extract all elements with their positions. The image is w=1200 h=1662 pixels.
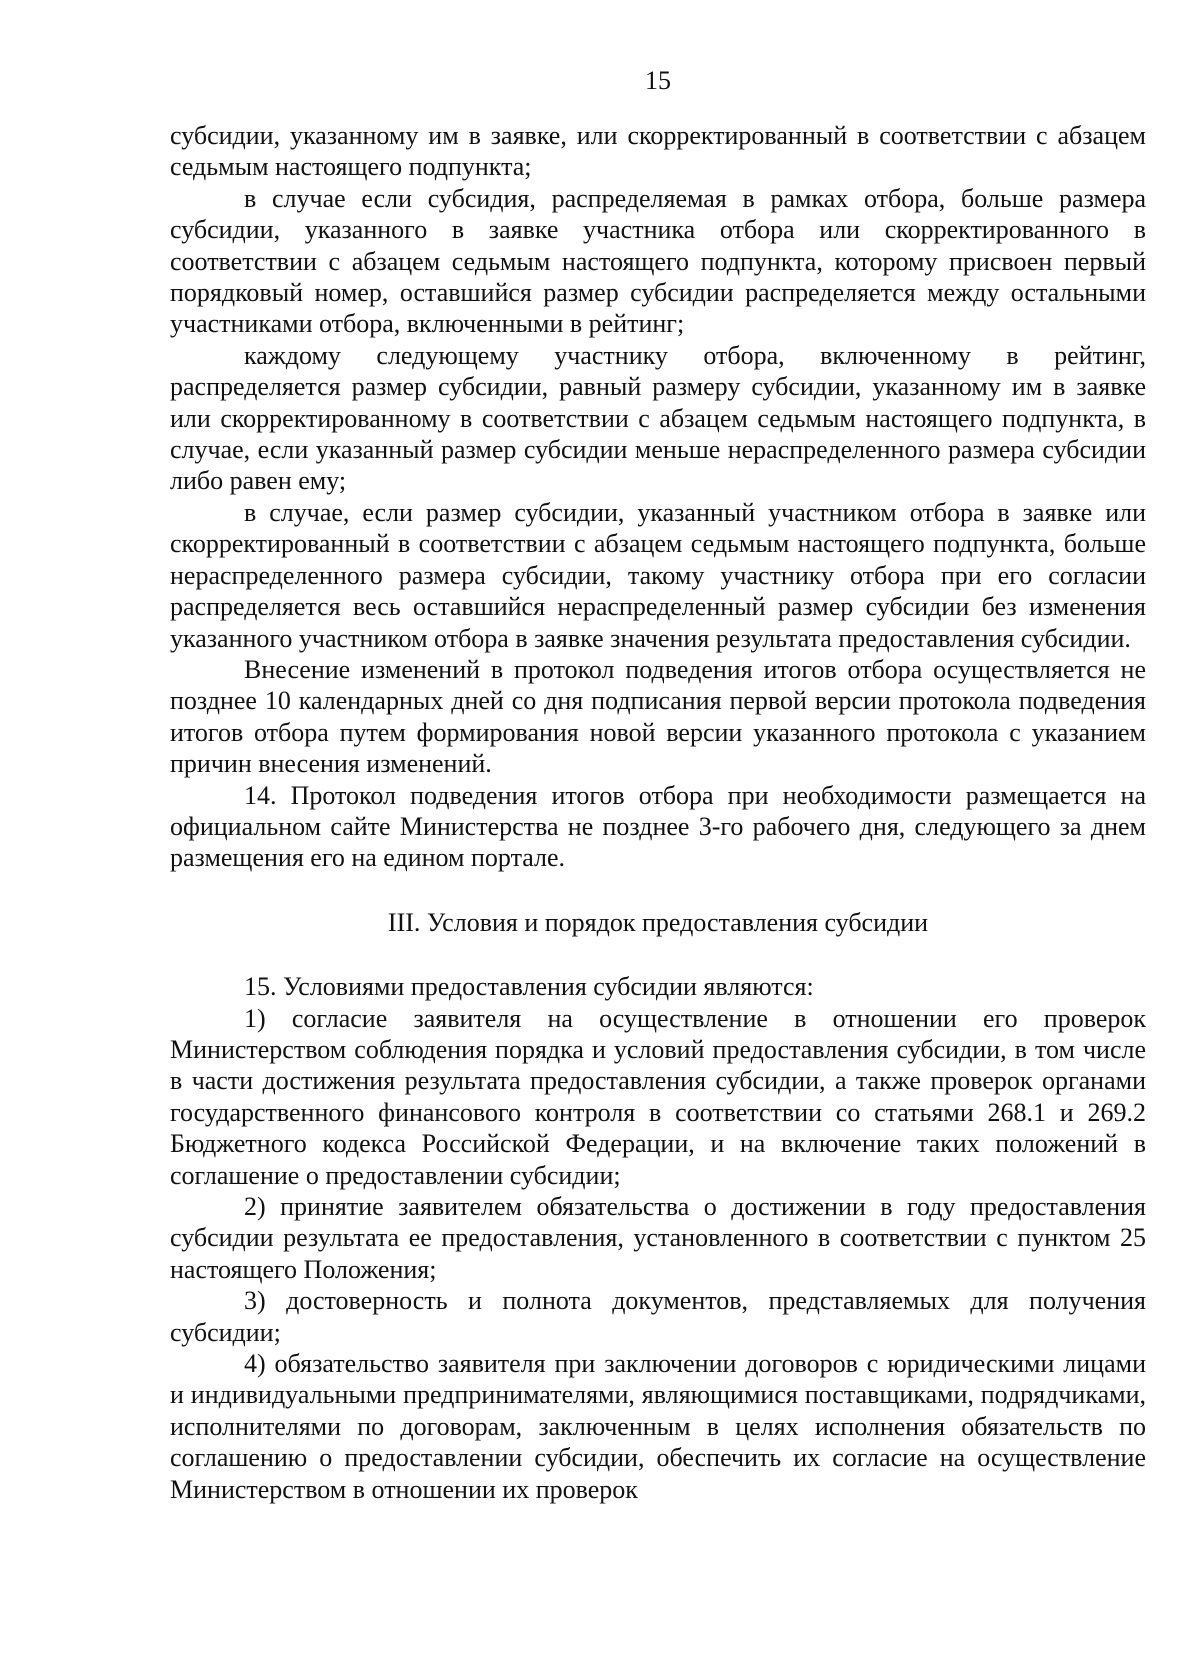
page-number: 15 — [645, 66, 671, 95]
paragraph: Внесение изменений в протокол подведения итогов отбора осуществляется не позднее 10 календарных дней со дня подписания первой версии протокола подведения итогов отбора путем формирования новой версии указанного протокола с указанием причин внесения изменений. — [170, 654, 1146, 779]
paragraph: в случае, если размер субсидии, указанный участником отбора в заявке или скорректированный в соответствии с абзацем седьмым настоящего подпункта, больше нераспределенного размера субсидии, такому участнику отбора при его согласии распределяется весь оставшийся нераспределенный размер субсидии без изменения указанного участником отбора в заявке значения результата предоставления субсидии. — [170, 497, 1146, 653]
paragraph-item-14: 14. Протокол подведения итогов отбора при необходимости размещается на официальном сайте Министерства не позднее 3-го рабочего дня, следующего за днем размещения его на едином портале. — [170, 780, 1146, 873]
document-body — [170, 120, 1146, 1505]
paragraph: каждому следующему участнику отбора, включенному в рейтинг, распределяется размер субсидии, равный размеру субсидии, указанному им в заявке или скорректированному в соответствии с абзацем седьмым настоящего подпункта, в случае, если указанный размер субсидии меньше нераспределенного размера субсидии либо равен ему; — [170, 340, 1146, 496]
paragraph-subitem-4: 4) обязательство заявителя при заключении договоров с юридическими лицами и индивидуальными предпринимателями, являющимися поставщиками, подрядчиками, исполнителями по договорам, заключенным в целях исполнения обязательств по соглашению о предоставлении субсидии, обеспечить их согласие на осуществление Министерством в отношении их проверок — [170, 1349, 1146, 1504]
section-heading: III. Условия и порядок предоставления субсидии — [387, 907, 929, 937]
paragraph-subitem-3: 3) достоверность и полнота документов, представляемых для получения субсидии; — [170, 1286, 1146, 1347]
paragraph-subitem-2: 2) принятие заявителем обязательства о достижении в году предоставления субсидии результата ее предоставления, установленного в соответствии с пунктом 25 настоящего Положения; — [170, 1192, 1146, 1284]
paragraph-subitem-1: 1) согласие заявителя на осуществление в отношении его проверок Министерством соблюдения порядка и условий предоставления субсидии, в том числе в части достижения результата предоставления субсидии, а также проверок органами государственного финансового контроля в соответствии со статьями 268.1 и 269.2 Бюджетного кодекса Российской Федерации, и на включение таких положений в соглашение о предоставлении субсидии; — [170, 1003, 1146, 1190]
paragraph-continuation: субсидии, указанному им в заявке, или скорректированный в соответствии с абзацем седьмым настоящего подпункта; — [170, 121, 1146, 182]
paragraph: в случае если субсидия, распределяемая в рамках отбора, больше размера субсидии, указанного в заявке участника отбора или скорректированного в соответствии с абзацем седьмым настоящего подпункта, которому присвоен первый порядковый номер, оставшийся размер субсидии распределяется между остальными участниками отбора, включенными в рейтинг; — [170, 183, 1146, 339]
paragraph-item-15: 15. Условиями предоставления субсидии являются: — [244, 972, 814, 1002]
